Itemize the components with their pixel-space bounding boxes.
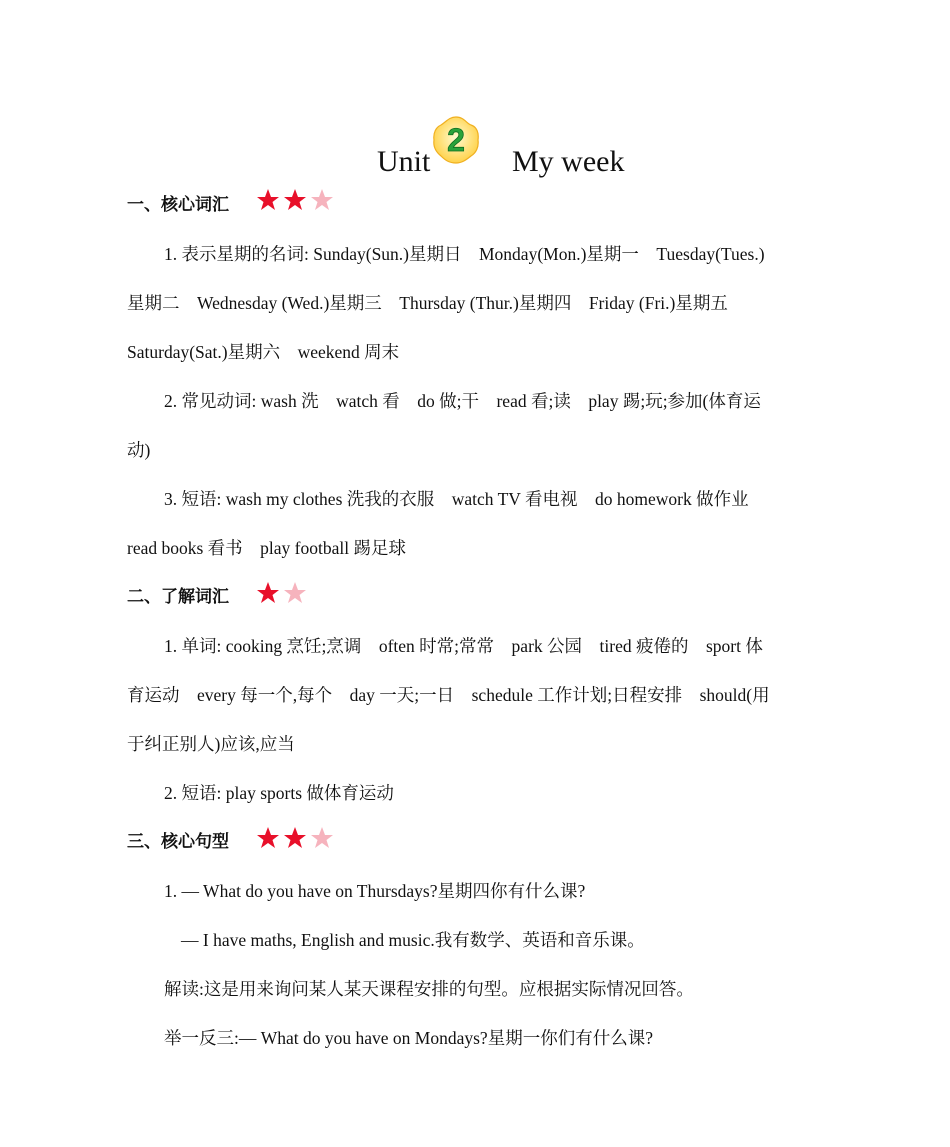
unit-number: 2 xyxy=(447,122,465,158)
text-line: Saturday(Sat.)星期六 weekend 周末 xyxy=(127,342,400,362)
text-line: 2. 常见动词: wash 洗 watch 看 do 做;干 read 看;读 play 踢;玩;参加(体育运 xyxy=(164,391,761,411)
text-line: — I have maths, English and music.我有数学、英语和音乐课。 xyxy=(181,930,645,950)
unit-number-badge xyxy=(430,114,482,166)
section-heading-3: 三、核心句型 xyxy=(127,832,229,852)
star-faded-icon xyxy=(284,582,306,603)
rating-stars-1 xyxy=(256,188,336,214)
section-heading-2: 二、了解词汇 xyxy=(127,587,229,607)
text-line: 解读:这是用来询问某人某天课程安排的句型。应根据实际情况回答。 xyxy=(164,979,694,999)
star-icon xyxy=(257,582,279,603)
star-icon xyxy=(284,827,306,848)
title-name: My week xyxy=(512,145,625,178)
text-line: 1. 表示星期的名词: Sunday(Sun.)星期日 Monday(Mon.)星期一 Tuesday(Tues.) xyxy=(164,244,765,264)
text-line: 1. — What do you have on Thursdays?星期四你有什么课? xyxy=(164,881,586,901)
text-line: 1. 单词: cooking 烹饪;烹调 often 时常;常常 park 公园 tired 疲倦的 sport 体 xyxy=(164,636,763,656)
star-icon xyxy=(257,827,279,848)
text-line: 育运动 every 每一个,每个 day 一天;一日 schedule 工作计划;日程安排 should(用 xyxy=(127,685,770,705)
text-line: 星期二 Wednesday (Wed.)星期三 Thursday (Thur.)星期四 Friday (Fri.)星期五 xyxy=(127,293,728,313)
rating-stars-3 xyxy=(256,826,336,852)
text-line: 举一反三:— What do you have on Mondays?星期一你们有什么课? xyxy=(164,1028,653,1048)
text-line: 3. 短语: wash my clothes 洗我的衣服 watch TV 看电视 do homework 做作业 xyxy=(164,489,749,509)
title-unit: Unit xyxy=(377,145,431,178)
text-line: 2. 短语: play sports 做体育运动 xyxy=(164,783,394,803)
star-icon xyxy=(257,189,279,210)
text-line: read books 看书 play football 踢足球 xyxy=(127,538,406,558)
star-icon xyxy=(284,189,306,210)
star-faded-icon xyxy=(311,827,333,848)
star-faded-icon xyxy=(311,189,333,210)
text-line: 动) xyxy=(127,440,151,460)
text-line: 于纠正别人)应该,应当 xyxy=(127,734,295,754)
rating-stars-2 xyxy=(256,581,310,607)
section-heading-1: 一、核心词汇 xyxy=(127,195,229,215)
